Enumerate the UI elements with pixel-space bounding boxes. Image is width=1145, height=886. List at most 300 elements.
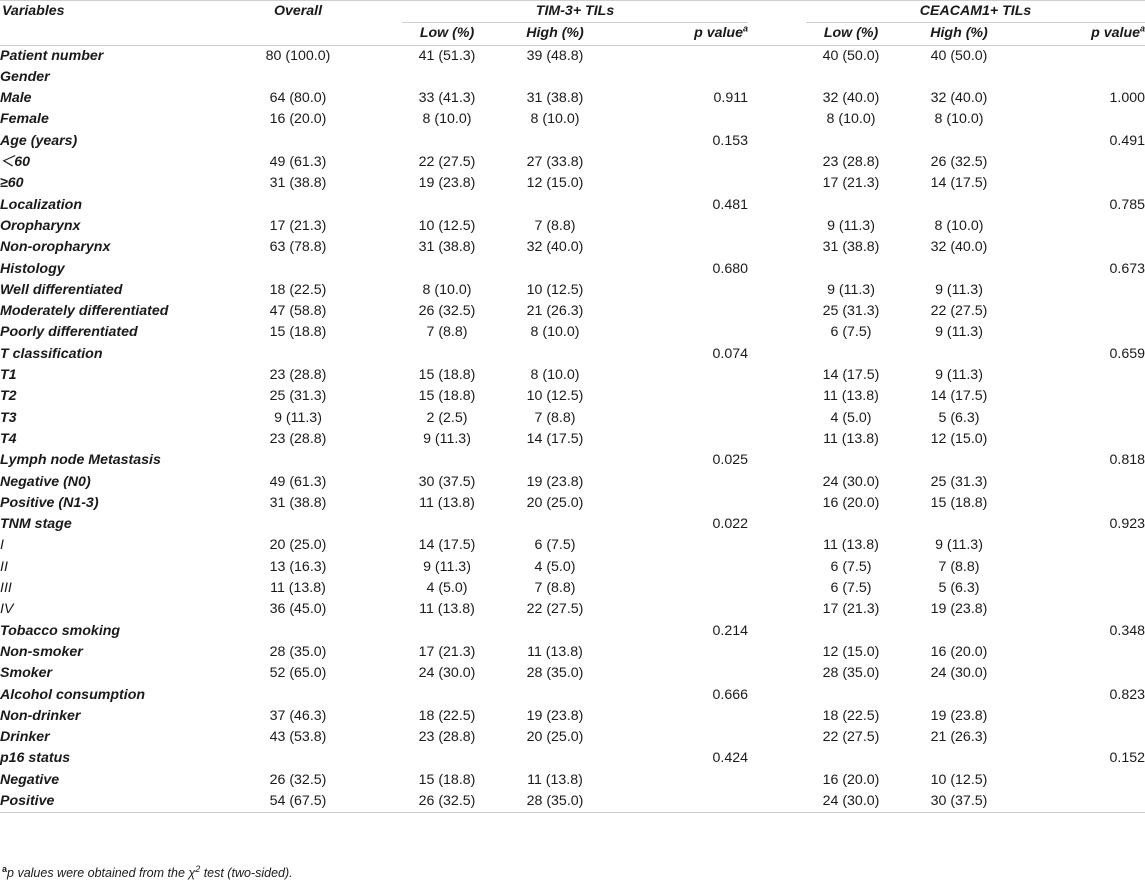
cell-ceacam1-low: 16 (20.0) <box>822 771 880 788</box>
cell-tim3-low: 18 (22.5) <box>418 707 476 724</box>
header-overall: Overall <box>248 1 348 23</box>
cell-tim3-pvalue <box>638 301 748 322</box>
cell-tim3-high <box>510 685 600 706</box>
row-label: IV <box>0 601 14 618</box>
cell-ceacam1-low: 17 (21.3) <box>822 601 880 618</box>
table-row <box>0 599 1145 620</box>
cell-ceacam1-high <box>914 450 1004 471</box>
cell-ceacam1-low: 11 (13.8) <box>823 537 879 554</box>
cell-tim3-pvalue <box>638 280 748 301</box>
cell-ceacam1-low: 16 (20.0) <box>822 494 880 511</box>
cell-tim3-low: 23 (28.8) <box>418 729 476 746</box>
table-row <box>0 237 1145 258</box>
cell-tim3-high: 7 (8.8) <box>534 217 576 234</box>
cell-ceacam1-pvalue: 0.491 <box>1109 132 1145 149</box>
cell-ceacam1-low <box>806 514 896 535</box>
cell-tim3-low: 26 (32.5) <box>418 303 476 320</box>
cell-ceacam1-low: 32 (40.0) <box>822 90 880 107</box>
cell-tim3-pvalue: 0.666 <box>712 686 748 703</box>
row-label: Moderately differentiated <box>0 303 169 320</box>
cell-tim3-high: 6 (7.5) <box>534 537 576 554</box>
cell-ceacam1-pvalue <box>1022 535 1145 556</box>
cell-tim3-high <box>510 621 600 642</box>
header-ceacam1-group: CEACAM1+ TILs <box>806 1 1145 23</box>
cell-tim3-pvalue <box>638 535 748 556</box>
cell-ceacam1-low: 23 (28.8) <box>822 154 880 171</box>
cell-ceacam1-pvalue <box>1022 45 1145 67</box>
cell-ceacam1-low <box>806 67 896 88</box>
cell-ceacam1-pvalue <box>1022 706 1145 727</box>
cell-tim3-low <box>402 259 492 280</box>
row-label: Negative (N0) <box>0 473 91 490</box>
cell-tim3-pvalue <box>638 216 748 237</box>
row-label: Smoker <box>0 665 53 682</box>
table-row <box>0 791 1145 813</box>
cell-tim3-pvalue <box>638 109 748 130</box>
cell-overall: 54 (67.5) <box>248 791 348 813</box>
cell-overall <box>248 131 348 152</box>
cell-tim3-pvalue <box>638 237 748 258</box>
cell-ceacam1-pvalue <box>1022 365 1145 386</box>
cell-ceacam1-pvalue <box>1022 770 1145 791</box>
cell-tim3-high: 10 (12.5) <box>526 388 584 405</box>
cell-ceacam1-high: 9 (11.3) <box>935 324 983 341</box>
cell-ceacam1-high: 15 (18.8) <box>930 494 988 511</box>
cell-tim3-low: 11 (13.8) <box>419 601 475 618</box>
cell-tim3-low: 9 (11.3) <box>423 430 471 447</box>
cell-ceacam1-pvalue <box>1022 109 1145 130</box>
cell-ceacam1-low: 28 (35.0) <box>822 665 880 682</box>
cell-tim3-low: 17 (21.3) <box>418 643 476 660</box>
cell-tim3-low: 8 (10.0) <box>422 281 472 298</box>
cell-tim3-low: 15 (18.8) <box>418 388 476 405</box>
cell-ceacam1-pvalue <box>1022 280 1145 301</box>
table-row <box>0 748 1145 769</box>
cell-overall: 31 (38.8) <box>269 494 327 511</box>
cell-tim3-pvalue <box>638 45 748 67</box>
table-row <box>0 450 1145 471</box>
cell-ceacam1-high: 32 (40.0) <box>930 90 988 107</box>
cell-tim3-low: 31 (38.8) <box>418 239 476 256</box>
table-row <box>0 259 1145 280</box>
table-row <box>0 408 1145 429</box>
row-label: I <box>0 537 4 554</box>
row-label: Poorly differentiated <box>0 324 138 341</box>
table-row <box>0 642 1145 663</box>
cell-tim3-high: 11 (13.8) <box>527 643 583 660</box>
row-label: ＜60 <box>0 154 30 171</box>
cell-tim3-low <box>402 450 492 471</box>
cell-tim3-low <box>402 344 492 365</box>
row-label: Non-smoker <box>0 643 83 660</box>
cell-ceacam1-high: 9 (11.3) <box>935 367 983 384</box>
cell-tim3-high <box>510 195 600 216</box>
cell-ceacam1-low: 9 (11.3) <box>827 281 875 298</box>
cell-ceacam1-pvalue <box>1022 727 1145 748</box>
cell-tim3-low <box>402 685 492 706</box>
table-row <box>0 109 1145 130</box>
cell-tim3-high: 12 (15.0) <box>526 175 584 192</box>
cell-ceacam1-pvalue: 0.673 <box>1109 260 1145 277</box>
cell-ceacam1-high: 14 (17.5) <box>930 175 988 192</box>
cell-overall <box>248 259 348 280</box>
table-row <box>0 685 1145 706</box>
cell-overall: 26 (32.5) <box>269 771 327 788</box>
cell-overall: 15 (18.8) <box>269 324 327 341</box>
cell-tim3-pvalue <box>638 791 748 813</box>
row-label: T4 <box>0 430 17 447</box>
cell-tim3-low <box>402 195 492 216</box>
row-label: Age (years) <box>0 132 78 149</box>
cell-tim3-low: 9 (11.3) <box>423 558 471 575</box>
cell-tim3-low: 41 (51.3) <box>418 47 476 64</box>
cell-ceacam1-high: 25 (31.3) <box>930 473 988 490</box>
cell-tim3-low <box>402 131 492 152</box>
cell-ceacam1-pvalue: 0.348 <box>1109 622 1145 639</box>
row-label: T3 <box>0 409 17 426</box>
cell-tim3-high: 8 (10.0) <box>530 367 580 384</box>
table-row <box>0 322 1145 343</box>
cell-tim3-pvalue <box>638 557 748 578</box>
cell-ceacam1-high: 8 (10.0) <box>934 217 984 234</box>
cell-tim3-high <box>510 748 600 769</box>
row-label: p16 status <box>0 750 71 767</box>
cell-overall <box>248 67 348 88</box>
cell-ceacam1-high: 14 (17.5) <box>930 388 988 405</box>
cell-tim3-high: 28 (35.0) <box>510 791 600 813</box>
cell-overall <box>248 450 348 471</box>
cell-ceacam1-pvalue <box>1022 642 1145 663</box>
cell-overall: 11 (13.8) <box>270 580 326 597</box>
cell-ceacam1-low <box>806 195 896 216</box>
header-tim3-group: TIM-3+ TILs <box>402 1 748 23</box>
table-row <box>0 621 1145 642</box>
cell-tim3-pvalue <box>638 663 748 684</box>
cell-ceacam1-pvalue <box>1022 216 1145 237</box>
cell-overall <box>248 621 348 642</box>
footnote: $^a$p values were obtained from the $\chi^2$ test (two-sided). <box>2 863 293 880</box>
cell-ceacam1-low: 40 (50.0) <box>822 47 880 64</box>
cell-ceacam1-high: 19 (23.8) <box>930 601 988 618</box>
cell-ceacam1-low: 4 (5.0) <box>830 409 872 426</box>
table-row <box>0 727 1145 748</box>
table-row <box>0 514 1145 535</box>
cell-ceacam1-high <box>914 195 1004 216</box>
cell-ceacam1-high <box>914 344 1004 365</box>
cell-ceacam1-pvalue: 0.152 <box>1109 750 1145 767</box>
cell-tim3-pvalue: 0.074 <box>712 345 748 362</box>
cell-ceacam1-high: 12 (15.0) <box>930 430 988 447</box>
table-row <box>0 535 1145 556</box>
cell-ceacam1-low <box>806 344 896 365</box>
cell-ceacam1-pvalue <box>1022 408 1145 429</box>
cell-ceacam1-pvalue <box>1022 173 1145 194</box>
cell-tim3-pvalue <box>638 322 748 343</box>
cell-tim3-high: 4 (5.0) <box>534 558 576 575</box>
cell-ceacam1-low: 12 (15.0) <box>822 643 880 660</box>
cell-overall <box>248 514 348 535</box>
cell-ceacam1-high: 10 (12.5) <box>930 771 988 788</box>
cell-ceacam1-pvalue: 0.659 <box>1109 345 1145 362</box>
cell-ceacam1-pvalue <box>1022 557 1145 578</box>
cell-tim3-low: 14 (17.5) <box>418 537 476 554</box>
cell-tim3-low: 15 (18.8) <box>418 771 476 788</box>
row-label: T2 <box>0 388 17 405</box>
cell-overall: 20 (25.0) <box>269 537 327 554</box>
row-label: Tobacco smoking <box>0 622 121 639</box>
cell-ceacam1-high <box>914 259 1004 280</box>
table-row <box>0 386 1145 407</box>
cell-ceacam1-high: 16 (20.0) <box>930 643 988 660</box>
cell-ceacam1-pvalue <box>1022 493 1145 514</box>
header-tim3-low: Low (%) <box>402 23 492 45</box>
cell-ceacam1-low: 8 (10.0) <box>826 111 876 128</box>
cell-tim3-low: 19 (23.8) <box>418 175 476 192</box>
cell-tim3-pvalue <box>638 493 748 514</box>
row-label: Positive (N1-3) <box>0 494 99 511</box>
table-row <box>0 152 1145 173</box>
cell-ceacam1-low <box>806 748 896 769</box>
cell-ceacam1-low: 6 (7.5) <box>830 580 872 597</box>
cell-ceacam1-pvalue <box>1022 599 1145 620</box>
cell-tim3-high: 31 (38.8) <box>526 90 584 107</box>
cell-tim3-high: 28 (35.0) <box>526 665 584 682</box>
row-label: Positive <box>0 791 248 813</box>
cell-ceacam1-high: 5 (6.3) <box>938 409 980 426</box>
cell-ceacam1-pvalue <box>1022 152 1145 173</box>
cell-overall: 63 (78.8) <box>269 239 327 256</box>
row-label: TNM stage <box>0 516 72 533</box>
cell-overall <box>248 685 348 706</box>
cell-ceacam1-pvalue <box>1022 429 1145 450</box>
cell-tim3-high: 39 (48.8) <box>526 47 584 64</box>
table-row <box>0 173 1145 194</box>
row-label: Oropharynx <box>0 217 81 234</box>
cell-ceacam1-high: 9 (11.3) <box>935 537 983 554</box>
cell-tim3-high: 7 (8.8) <box>534 409 576 426</box>
cell-ceacam1-low: 25 (31.3) <box>822 303 880 320</box>
table-row <box>0 195 1145 216</box>
header-ceacam1-pvalue: p value$^a$ <box>1022 23 1145 45</box>
cell-ceacam1-low: 31 (38.8) <box>822 239 880 256</box>
row-label: III <box>0 580 12 597</box>
table-row <box>0 472 1145 493</box>
cell-tim3-pvalue: 0.424 <box>712 750 748 767</box>
cell-ceacam1-low: 22 (27.5) <box>822 729 880 746</box>
row-label: Well differentiated <box>0 281 123 298</box>
cell-ceacam1-low: 6 (7.5) <box>830 558 872 575</box>
cell-ceacam1-pvalue <box>1022 578 1145 599</box>
cell-overall: 36 (45.0) <box>269 601 327 618</box>
cell-ceacam1-low: 24 (30.0) <box>806 791 896 813</box>
cell-ceacam1-pvalue: 0.923 <box>1109 516 1145 533</box>
cell-tim3-pvalue <box>638 706 748 727</box>
cell-tim3-pvalue: 0.481 <box>712 196 748 213</box>
cell-overall: 23 (28.8) <box>269 430 327 447</box>
header-tim3-pvalue: p value$^a$ <box>638 23 748 45</box>
cell-tim3-low <box>402 514 492 535</box>
cell-tim3-pvalue <box>638 770 748 791</box>
cell-overall: 23 (28.8) <box>269 367 327 384</box>
cell-overall: 80 (100.0) <box>265 47 331 64</box>
cell-tim3-pvalue <box>638 727 748 748</box>
cell-ceacam1-low <box>806 131 896 152</box>
cell-overall <box>248 748 348 769</box>
table-row <box>0 280 1145 301</box>
cell-tim3-low <box>402 621 492 642</box>
cell-tim3-pvalue <box>638 365 748 386</box>
table-row <box>0 216 1145 237</box>
cell-ceacam1-high <box>914 621 1004 642</box>
cell-ceacam1-pvalue <box>1022 386 1145 407</box>
cell-tim3-low: 11 (13.8) <box>419 494 475 511</box>
cell-tim3-pvalue: 0.022 <box>712 516 748 533</box>
row-label: T1 <box>0 367 17 384</box>
cell-tim3-pvalue <box>638 67 748 88</box>
cell-tim3-pvalue <box>638 599 748 620</box>
header-tim3-high: High (%) <box>510 23 600 45</box>
table-row <box>0 301 1145 322</box>
cell-tim3-high <box>510 259 600 280</box>
cell-ceacam1-high: 40 (50.0) <box>930 47 988 64</box>
cell-tim3-high <box>510 344 600 365</box>
cell-tim3-low: 10 (12.5) <box>418 217 476 234</box>
cell-ceacam1-pvalue <box>1022 301 1145 322</box>
cell-tim3-pvalue <box>638 408 748 429</box>
row-label: Non-drinker <box>0 707 81 724</box>
cell-ceacam1-pvalue <box>1022 791 1145 813</box>
table-row <box>0 663 1145 684</box>
row-label: Localization <box>0 196 82 213</box>
cell-tim3-pvalue <box>638 173 748 194</box>
cell-ceacam1-high: 32 (40.0) <box>930 239 988 256</box>
cell-tim3-high: 14 (17.5) <box>526 430 584 447</box>
row-label: Histology <box>0 260 65 277</box>
cell-ceacam1-high: 7 (8.8) <box>938 558 980 575</box>
row-label: Lymph node Metastasis <box>0 452 161 469</box>
cell-tim3-high: 21 (26.3) <box>526 303 584 320</box>
table-row <box>0 67 1145 88</box>
cell-ceacam1-high: 26 (32.5) <box>930 154 988 171</box>
cell-tim3-high: 20 (25.0) <box>526 494 584 511</box>
cell-tim3-high <box>510 131 600 152</box>
cell-ceacam1-high: 8 (10.0) <box>934 111 984 128</box>
cell-ceacam1-high: 22 (27.5) <box>930 303 988 320</box>
cell-ceacam1-pvalue: 0.823 <box>1109 686 1145 703</box>
cell-overall: 49 (61.3) <box>269 154 327 171</box>
table-row <box>0 706 1145 727</box>
cell-ceacam1-pvalue <box>1022 322 1145 343</box>
cell-tim3-pvalue <box>638 152 748 173</box>
row-label: Non-oropharynx <box>0 239 111 256</box>
cell-ceacam1-high: 19 (23.8) <box>930 707 988 724</box>
cell-overall: 31 (38.8) <box>269 175 327 192</box>
cell-ceacam1-low: 14 (17.5) <box>822 367 880 384</box>
table-row <box>0 770 1145 791</box>
cell-tim3-pvalue: 0.025 <box>712 452 748 469</box>
cell-ceacam1-high <box>914 67 1004 88</box>
row-label: Alcohol consumption <box>0 686 146 703</box>
cell-tim3-pvalue <box>638 472 748 493</box>
cell-overall: 18 (22.5) <box>269 281 327 298</box>
cell-tim3-pvalue: 0.153 <box>712 132 748 149</box>
cell-ceacam1-low: 9 (11.3) <box>827 217 875 234</box>
cell-overall: 13 (16.3) <box>269 558 327 575</box>
cell-overall: 16 (20.0) <box>269 111 327 128</box>
cell-ceacam1-pvalue: 0.785 <box>1109 196 1145 213</box>
cell-overall: 43 (53.8) <box>269 729 327 746</box>
cell-overall: 17 (21.3) <box>269 217 327 234</box>
cell-ceacam1-high: 9 (11.3) <box>935 281 983 298</box>
cell-tim3-pvalue <box>638 386 748 407</box>
table-row <box>0 493 1145 514</box>
header-ceacam1-low: Low (%) <box>806 23 896 45</box>
cell-ceacam1-pvalue <box>1022 472 1145 493</box>
cell-overall <box>248 195 348 216</box>
table-row <box>0 365 1145 386</box>
cell-tim3-low: 15 (18.8) <box>418 367 476 384</box>
header-variables: Variables <box>0 1 248 23</box>
table-row <box>0 88 1145 109</box>
cell-tim3-low: 24 (30.0) <box>418 665 476 682</box>
row-label: Negative <box>0 771 60 788</box>
row-label: Female <box>0 111 49 128</box>
cell-tim3-low: 22 (27.5) <box>418 154 476 171</box>
cell-tim3-low: 8 (10.0) <box>422 111 472 128</box>
table-row <box>0 557 1145 578</box>
cell-ceacam1-high <box>914 685 1004 706</box>
cell-tim3-low: 30 (37.5) <box>418 473 476 490</box>
cell-ceacam1-low <box>806 685 896 706</box>
cell-tim3-pvalue: 0.911 <box>713 90 748 107</box>
cell-overall: 28 (35.0) <box>269 643 327 660</box>
table-row <box>0 131 1145 152</box>
cell-tim3-low <box>402 67 492 88</box>
cell-tim3-high: 19 (23.8) <box>526 707 584 724</box>
cell-tim3-high: 19 (23.8) <box>526 473 584 490</box>
cell-ceacam1-high <box>914 131 1004 152</box>
cell-tim3-pvalue <box>638 642 748 663</box>
cell-ceacam1-pvalue: 1.000 <box>1109 90 1145 107</box>
cell-ceacam1-high: 21 (26.3) <box>930 729 988 746</box>
cell-tim3-low: 7 (8.8) <box>426 324 468 341</box>
cell-overall: 9 (11.3) <box>274 409 322 426</box>
cell-tim3-low: 4 (5.0) <box>426 580 468 597</box>
cell-tim3-pvalue <box>638 578 748 599</box>
cell-tim3-high: 10 (12.5) <box>526 281 584 298</box>
row-label: Gender <box>0 68 50 85</box>
cell-overall: 47 (58.8) <box>269 303 327 320</box>
cell-ceacam1-low <box>806 259 896 280</box>
row-label: ≥60 <box>0 175 24 192</box>
cell-ceacam1-low <box>806 450 896 471</box>
cell-overall <box>248 344 348 365</box>
cell-tim3-pvalue <box>638 429 748 450</box>
cell-tim3-low: 26 (32.5) <box>402 791 492 813</box>
cell-tim3-high <box>510 450 600 471</box>
row-label: II <box>0 558 8 575</box>
row-label: Drinker <box>0 729 50 746</box>
cell-tim3-high <box>510 67 600 88</box>
cell-ceacam1-pvalue <box>1022 663 1145 684</box>
table-row <box>0 45 1145 67</box>
cell-ceacam1-high <box>914 748 1004 769</box>
table-row <box>0 429 1145 450</box>
row-label: T classification <box>0 345 103 362</box>
cell-ceacam1-low: 6 (7.5) <box>830 324 872 341</box>
cell-tim3-low <box>402 748 492 769</box>
cell-ceacam1-high: 30 (37.5) <box>914 791 1004 813</box>
